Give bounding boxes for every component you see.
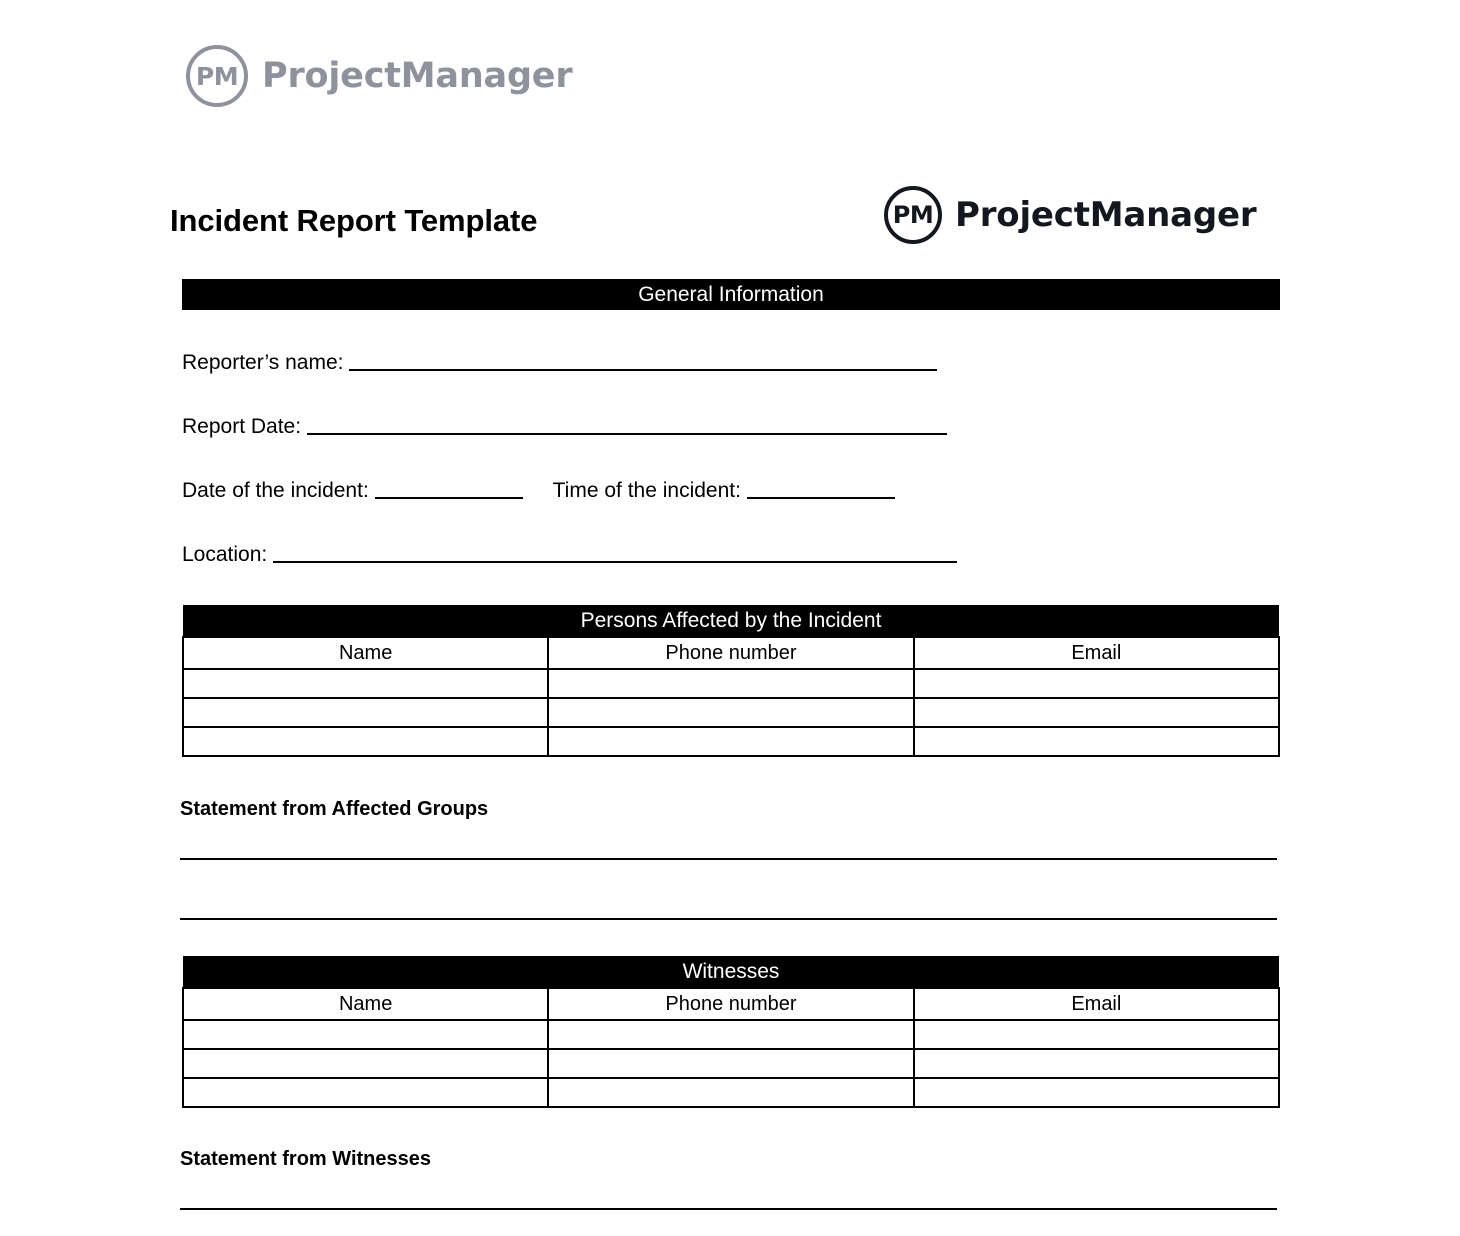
column-header-name: Name: [183, 637, 548, 669]
heading-statement-witnesses: Statement from Witnesses: [180, 1148, 431, 1170]
table-title-row: [183, 956, 1279, 988]
pm-monogram-icon: PM: [186, 45, 248, 107]
cell-name[interactable]: [183, 698, 548, 727]
cell-name[interactable]: [183, 1049, 548, 1078]
brand-wordmark: ProjectManager: [262, 56, 573, 96]
field-incident-date-time: [182, 479, 895, 503]
cell-phone[interactable]: [548, 1049, 913, 1078]
table-row: [183, 1049, 1279, 1078]
cell-email[interactable]: [914, 1049, 1279, 1078]
column-header-email: Email: [914, 988, 1279, 1020]
column-header-phone-number: Phone number: [548, 637, 913, 669]
table-title-row: [183, 605, 1279, 637]
section-header-general-information: General Information: [182, 279, 1280, 310]
statement-affected-line-2[interactable]: [180, 918, 1277, 920]
table-header-row: [183, 988, 1279, 1020]
field-label: Location:: [182, 543, 274, 566]
brand-wordmark: ProjectManager: [955, 195, 1257, 235]
incident-time-input-line[interactable]: [747, 497, 895, 499]
cell-phone[interactable]: [548, 1078, 913, 1107]
cell-name[interactable]: [183, 1078, 548, 1107]
heading-statement-affected-groups: Statement from Affected Groups: [180, 798, 489, 820]
table-witnesses: [182, 956, 1280, 1108]
brand-logo-top: [186, 45, 572, 107]
page-title: Incident Report Template: [170, 203, 538, 238]
field-reporters-name: [182, 351, 937, 375]
table-row: [183, 1020, 1279, 1049]
field-location: [182, 543, 957, 567]
brand-logo-header: [884, 186, 1256, 244]
pm-monogram-icon: PM: [884, 186, 942, 244]
cell-email[interactable]: [914, 1078, 1279, 1107]
cell-phone[interactable]: [548, 1020, 913, 1049]
cell-phone[interactable]: [548, 727, 913, 756]
location-input-line[interactable]: [273, 561, 957, 563]
field-label: Date of the incident:: [182, 479, 375, 502]
statement-affected-line-1[interactable]: [180, 858, 1277, 860]
cell-email[interactable]: [914, 727, 1279, 756]
field-label: Time of the incident:: [552, 479, 747, 502]
cell-name[interactable]: [183, 669, 548, 698]
table-persons-affected: [182, 605, 1280, 757]
column-header-name: Name: [183, 988, 548, 1020]
table-row: [183, 698, 1279, 727]
cell-phone[interactable]: [548, 698, 913, 727]
table-row: [183, 669, 1279, 698]
cell-email[interactable]: [914, 698, 1279, 727]
cell-name[interactable]: [183, 727, 548, 756]
table-title: Witnesses: [183, 956, 1279, 988]
table-title: Persons Affected by the Incident: [183, 605, 1279, 637]
cell-email[interactable]: [914, 1020, 1279, 1049]
table-row: [183, 727, 1279, 756]
column-header-phone-number: Phone number: [548, 988, 913, 1020]
table-row: [183, 1078, 1279, 1107]
cell-name[interactable]: [183, 1020, 548, 1049]
report-date-input-line[interactable]: [307, 433, 947, 435]
incident-date-input-line[interactable]: [375, 497, 523, 499]
statement-witnesses-line-1[interactable]: [180, 1208, 1277, 1210]
reporters-name-input-line[interactable]: [349, 369, 937, 371]
field-label: Reporter’s name:: [182, 351, 350, 374]
table-header-row: [183, 637, 1279, 669]
field-label: Report Date:: [182, 415, 307, 438]
column-header-email: Email: [914, 637, 1279, 669]
cell-email[interactable]: [914, 669, 1279, 698]
field-report-date: [182, 415, 947, 439]
cell-phone[interactable]: [548, 669, 913, 698]
